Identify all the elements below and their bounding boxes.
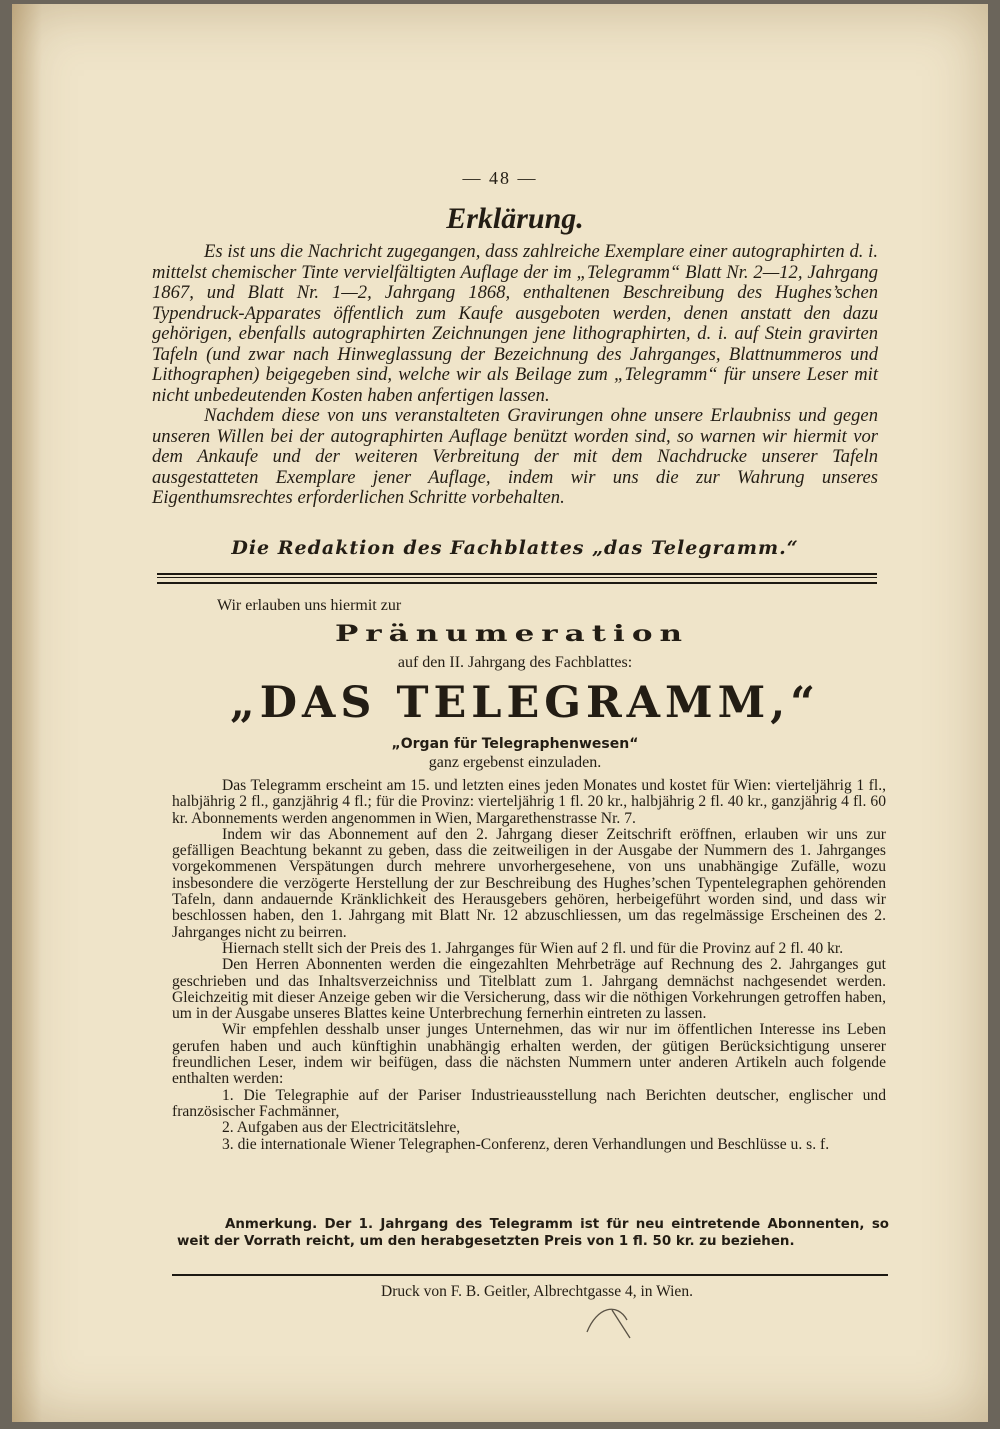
declaration-signature: Die Redaktion des Fachblattes „das Telegramm.“ bbox=[231, 537, 799, 559]
announcement-heading: Pränumeration bbox=[334, 621, 690, 647]
announcement-intro: Wir erlauben uns hiermit zur bbox=[217, 597, 402, 614]
list-item: 2. Aufgaben aus der Electricitätslehre, bbox=[222, 1119, 461, 1137]
announcement-subheading: auf den II. Jahrgang des Fachblattes: bbox=[397, 654, 633, 671]
announcement-note bbox=[177, 1217, 889, 1250]
page-number: — 48 — bbox=[462, 168, 538, 188]
body-paragraph: Wir empfehlen desshalb unser junges Unternehmen, das wir nur im öffentlichen Interesse ins Leben gerufen haben und auch künftighin unabhängig erhalten werden, der gütigen Berücksichtigung unserer freundlichen Leser, indem wir beifügen, dass die nächsten Nummern unter anderen Artikeln auch folgende enthalten werden: bbox=[172, 1021, 886, 1088]
footer-divider bbox=[172, 1274, 888, 1276]
list-item: 3. die internationale Wiener Telegraphen-Conferenz, deren Verhandlungen und Beschlüsse u. s. f. bbox=[222, 1135, 830, 1153]
body-paragraph: Das Telegramm erscheint am 15. und letzten eines jeden Monates und kostet für Wien: vierteljährig 1 fl., halbjährig 2 fl., ganzjährig 4 fl.; für die Provinz: vierteljährig 1 fl. 20 kr., halbjährig 2 fl. 40 kr., ganzjährig 4 fl. 60 kr. Abonnements werden angenommen in Wien, Margarethenstrasse Nr. 7. bbox=[172, 777, 886, 827]
declaration-paragraph: Es ist uns die Nachricht zugegangen, dass zahlreiche Exemplare einer autographirten d. i. mittelst chemischer Tinte vervielfältigten Auflage der im „Telegramm“ Blatt Nr. 2—12, Jahrgang 1867, und Blatt Nr. 1—2, Jahrgang 1868, enthaltenen Beschreibung des Hughes’schen Typendruck-Apparates öffentlich zum Kaufe ausgeboten werden, denen anstatt den dazu gehörigen, ebenfalls autographirten Zeichnungen jene lithographirten, d. i. auf Stein gravirten Tafeln (und zwar nach Hinweglassung der Bezeichnung des Jahrganges, Blattnummeros und Lithographen) beigegeben sind, welche wir als Beilage zum „Telegramm“ für unsere Leser mit nicht unbedeutenden Kosten haben anfertigen lassen. bbox=[152, 241, 878, 406]
list-item: 1. Die Telegraphie auf der Pariser Industrieausstellung nach Berichten deutscher, englischer und französischer Fachmänner, bbox=[172, 1086, 886, 1120]
note-text: Anmerkung. Der 1. Jahrgang des Telegramm ist für neu eintretende Abonnenten, so weit der Vorrath reicht, um den herabgesetzten Preis von 1 fl. 50 kr. zu beziehen. bbox=[177, 1217, 889, 1249]
declaration-body bbox=[152, 242, 878, 509]
printer-imprint: Druck von F. B. Geitler, Albrechtgasse 4, in Wien. bbox=[381, 1283, 693, 1300]
announcement-invitation: ganz ergebenst einzuladen. bbox=[428, 754, 602, 771]
announcement-body bbox=[172, 778, 886, 1153]
body-paragraph: Den Herren Abonnenten werden die eingezahlten Mehrbeträge auf Rechnung des 2. Jahrganges gut geschrieben und das Inhaltsverzeichniss und Titelblatt zum 1. Jahrgang demnächst nachgesendet werden. Gleichzeitig mit dieser Anzeige geben wir die Versicherung, dass wir die nöthigen Vorkehrungen getroffen haben, um in der Ausgabe unseres Blattes keine Unterbrechung fernerhin eintreten zu lassen. bbox=[172, 956, 886, 1023]
declaration-title: Erklärung. bbox=[446, 202, 584, 235]
declaration-paragraph: Nachdem diese von uns veranstalteten Gravirungen ohne unsere Erlaubniss und gegen unseren Willen bei der autographirten Auflage benützt worden sind, so warnen wir hiermit vor dem Ankaufe und der weiteren Verbreitung der mit dem Nachdrucke unserer Tafeln ausgestatteten Exemplare jener Auflage, indem wir uns die zur Wahrung unseres Eigenthumsrechtes erforderlichen Schritte vorbehalten. bbox=[152, 405, 878, 508]
body-paragraph: Indem wir das Abonnement auf den 2. Jahrgang dieser Zeitschrift eröffnen, erlauben wir uns zur gefälligen Beachtung bekannt zu geben, dass die zeitweiligen in der Ausgabe der Nummern des 1. Jahrganges vorgekommenen Verspätungen durch mehrere unvorhergesehene, von uns unabhängige Zufälle, wozu insbesondere die verzögerte Herstellung der zur Beschreibung des Hughes’schen Typentelegraphen gehörenden Tafeln, dann andauernde Kränklichkeit des Herausgebers gehören, herbeigeführt worden sind, und dass wir beschlossen haben, den 1. Jahrgang mit Blatt Nr. 12 abzuschliessen, um das regelmässige Erscheinen des 2. Jahrganges nicht zu beirren. bbox=[172, 825, 886, 941]
masthead-title: „DAS TELEGRAMM,“ bbox=[230, 678, 820, 728]
pencil-mark bbox=[582, 1302, 652, 1342]
body-paragraph: Hiernach stellt sich der Preis des 1. Jahrganges für Wien auf 2 fl. und für die Provinz auf 2 fl. 40 kr. bbox=[222, 939, 844, 957]
newspaper-page bbox=[12, 4, 988, 1422]
section-divider bbox=[157, 573, 877, 584]
masthead-subtitle: „Organ für Telegraphenwesen“ bbox=[391, 736, 639, 752]
